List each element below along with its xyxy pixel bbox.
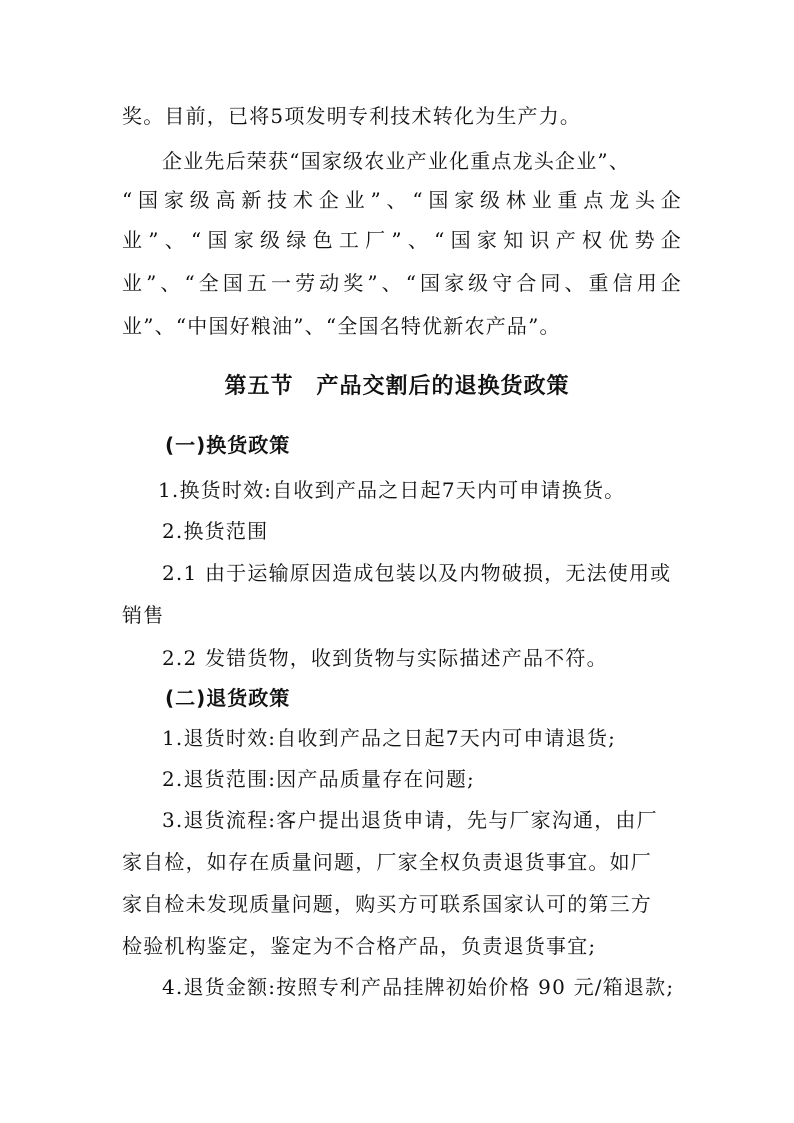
intro-line-1: 奖。目前，已将5项发明专利技术转化为生产力。 xyxy=(122,104,582,128)
honors-line-5: 业”、“中国好粮油”、“全国名特优新农产品”。 xyxy=(122,314,561,338)
returns-item-3-line-3: 家自检未发现质量问题，购买方可联系国家认可的第三方 xyxy=(122,892,652,916)
exchange-item-2-1-line-2: 销售 xyxy=(122,603,165,627)
honors-line-1: 企业先后荣获“国家级农业产业化重点龙头企业”、 xyxy=(162,149,631,173)
returns-item-3-line-4: 检验机构鉴定，鉴定为不合格产品，负责退货事宜; xyxy=(122,934,597,958)
section-title: 第五节 产品交割后的退换货政策 xyxy=(224,374,570,399)
exchange-item-2: 2.换货范围 xyxy=(162,519,269,543)
returns-heading: (二)退货政策 xyxy=(165,686,291,710)
returns-item-3-line-1: 3.退货流程:客户提出退货申请，先与厂家沟通，由厂 xyxy=(162,808,658,832)
returns-item-2: 2.退货范围:因产品质量存在问题; xyxy=(162,767,475,791)
exchange-item-2-1-line-1: 2.1 由于运输原因造成包装以及内物破损，无法使用或 xyxy=(162,561,672,585)
honors-line-2: “国家级高新技术企业”、“国家级林业重点龙头企 xyxy=(122,188,682,212)
returns-item-3-line-2: 家自检，如存在质量问题，厂家全权负责退货事宜。如厂 xyxy=(122,850,652,874)
honors-line-3: 业”、“国家级绿色工厂”、“国家知识产权优势企 xyxy=(122,228,682,252)
exchange-item-1: 1.换货时效:自收到产品之日起7天内可申请换货。 xyxy=(158,478,626,502)
exchange-item-2-2: 2.2 发错货物，收到货物与实际描述产品不符。 xyxy=(162,646,608,670)
exchange-heading: (一)换货政策 xyxy=(165,433,291,457)
honors-line-4: 业”、“全国五一劳动奖”、“国家级守合同、重信用企 xyxy=(122,271,682,295)
returns-item-4: 4.退货金额:按照专利产品挂牌初始价格 90 元/箱退款; xyxy=(162,975,675,999)
returns-item-1: 1.退货时效:自收到产品之日起7天内可申请退货; xyxy=(162,726,617,750)
